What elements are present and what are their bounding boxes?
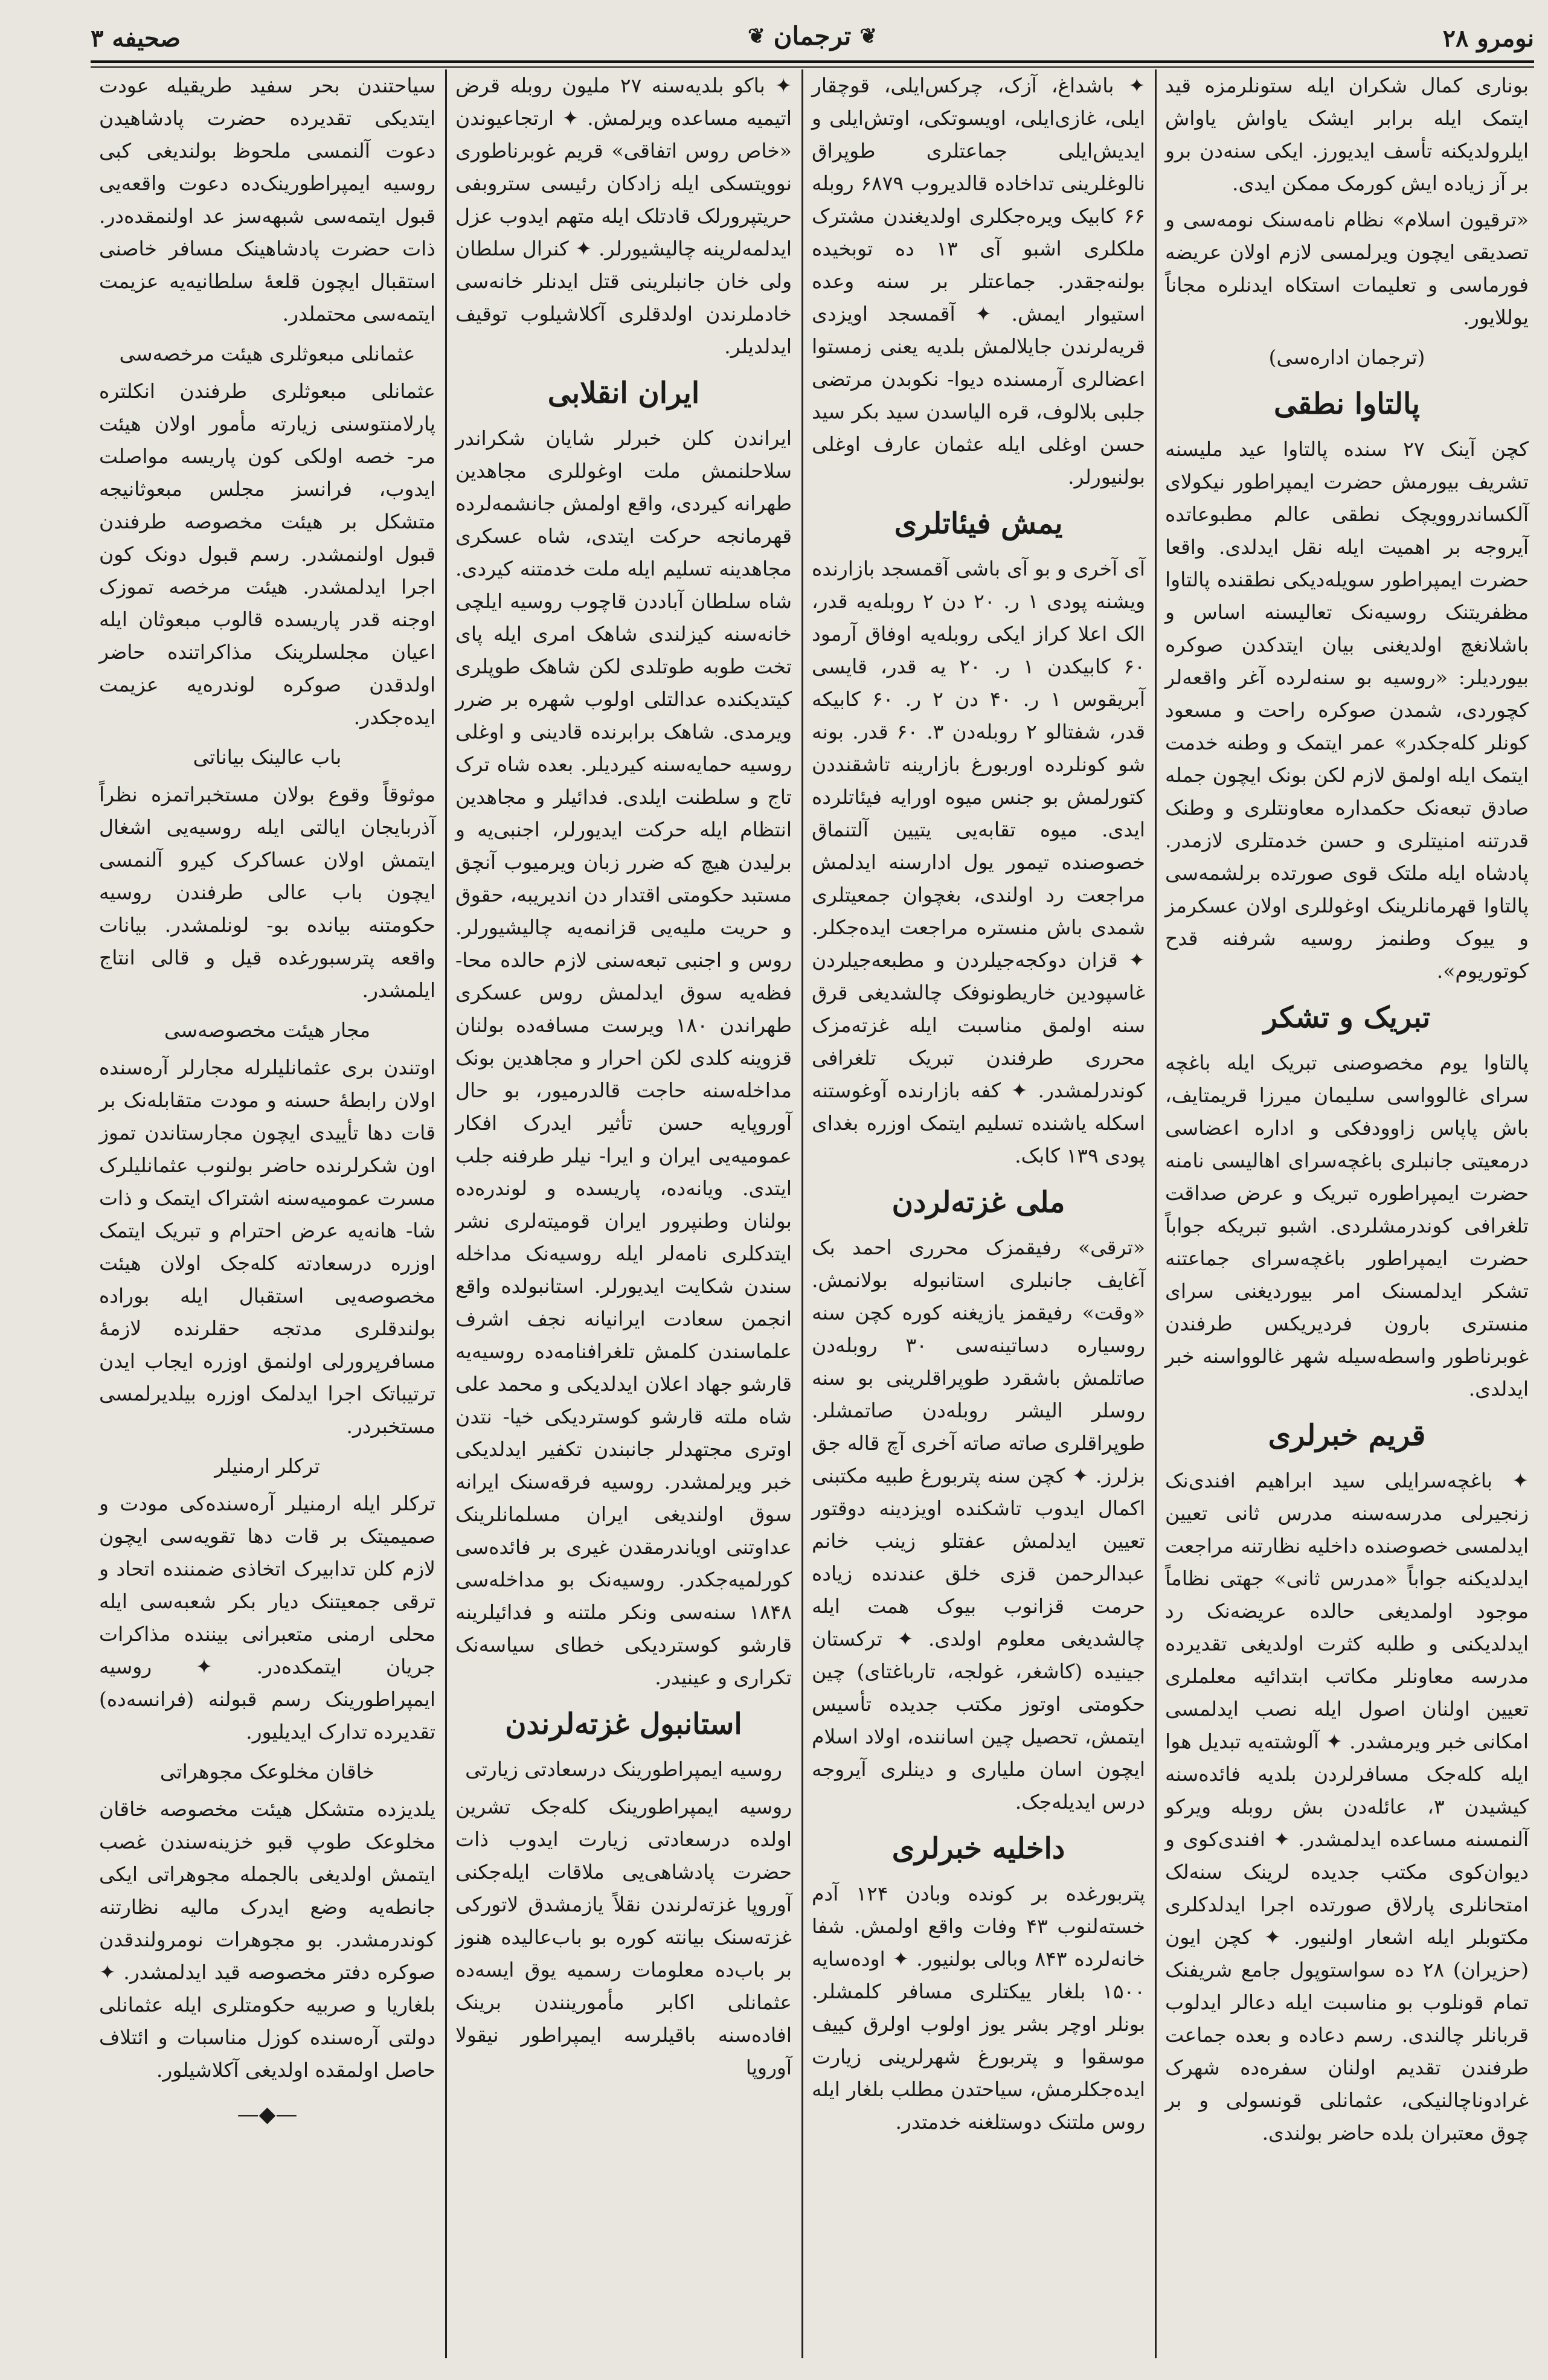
- subheading-turk: ترکلر ارمنیلر: [214, 1454, 320, 1478]
- text-line: ترک تاج و سلطنت ایلدی.: [455, 752, 792, 809]
- text-line: سنه‌لرده آغر واقعه‌لر کچوردی، شمدن صوکره: [1165, 666, 1529, 722]
- text-line: ۱۸۰ ویرست مسافه‌ده بولنان قزوینه کلدی: [455, 1013, 792, 1070]
- text-line: لکن بونک ایچون جمله صادق تبعه‌نک: [1165, 763, 1529, 820]
- text-line: و ایدیش‌ایلی جماعتلری طوپراق نالوغلرینی: [812, 106, 1145, 195]
- text-line: تارباغتای) چین حکومتی اوتوز مکتب جدیده: [812, 1660, 1145, 1716]
- text-line: اوتندن بری عثمانلیلرله مجارلر آره‌سنده: [99, 1056, 435, 1079]
- text-line: ✦ قزان دوکجه‌جیلردن و مطبعه‌جیلردن: [812, 948, 1145, 972]
- text-line: (فرانسه‌ده) تقدیرده تدارک ایدیلیور.: [99, 1687, 435, 1743]
- text-line: اشبو آی ۱۳ ده توبخیده بولنه‌جقدر. جماعتلر: [812, 237, 1145, 293]
- text-line: یلدیزده متشکل هیئت مخصوصه خاقان: [99, 1797, 435, 1821]
- text-line: ✦ بلغاریا و صربیه حکومتلری ایله: [99, 1960, 435, 2016]
- text-line: ✦ کفه بازارنده آوغوستنه اسکله یاشنده: [812, 1079, 1145, 1135]
- text-line: طرفندن غوبرناطور واسطه‌سیله شهر غالوواسنه: [1165, 1312, 1529, 1368]
- text-line: استقبال ایله بوراده بولندقلری مدتجه: [99, 1284, 436, 1340]
- text-line: بش روبله ویرکو آلنمسنه مساعده ایدلمشدر.: [1165, 1795, 1529, 1851]
- text-line: بو باب‌عالیده هنوز بر باب‌ده معلومات رسمیه: [455, 1925, 792, 1981]
- text-line: غاسپودین خاریطونوفک چالشدیغی قرق سنه: [812, 981, 1145, 1037]
- text-line: ایدلدکلری مکتوبلر ایله اشعار اولنیور.: [1165, 1893, 1529, 1949]
- text-line: فورماسی و تعلیمات استکاه ایدنلره مجاناً یوللایور.: [1165, 273, 1529, 329]
- end-ornament: —◆—: [237, 2102, 298, 2127]
- text-line: نقلاً یازمشدق لاتورکی غزته‌سنک بیانته کوره: [455, 1893, 792, 1949]
- text-line: روسیه‌نک تعالیسنه اساس و باشلانغچ اولدیغنی: [1165, 600, 1529, 656]
- text-line: مراجعت ایده‌جکلر.: [812, 916, 968, 939]
- newspaper-name: ترجمان: [773, 21, 852, 51]
- top-news: [99, 69, 435, 330]
- text-line: روس و اجنبی تبعه‌سنی لازم حالده محا-: [455, 948, 792, 972]
- text-line: تأسیس ایتمش، تحصیل چین اساننده، اولاد: [812, 1692, 1145, 1748]
- headline-istanbul: استانبول غزته‌لرندن: [505, 1707, 742, 1741]
- text-line: خبر ایدلدی.: [1165, 1344, 1529, 1400]
- text-line: اولده درسعادتی زیارت ایدوب ذات حضرت: [455, 1827, 792, 1884]
- text-line: تموزک اوجنه قدر پاریسده قالوب مبعوثان ایله: [99, 575, 435, 631]
- text-line: فرانسز مجلس مبعوثانیجه متشکل بر هیئت: [99, 477, 436, 533]
- paragraph-text: [812, 553, 1145, 1172]
- text-line: کیردی، واقع اولمش جانشمه‌لرده قهرمانجه: [455, 492, 792, 548]
- text-line: خبر ویرلمشدر.: [654, 1470, 792, 1493]
- subheading-hakan: خاقان مخلوعک مجوهراتی: [159, 1760, 375, 1783]
- turk-article: [99, 1487, 435, 1748]
- text-line: فدائیلر و مجاهدین انتظام ایله حرکت: [455, 785, 792, 841]
- text-line: زنجیرلی مدرسه‌سنه مدرس ثانی تعیین ایدلمسی: [1165, 1501, 1529, 1557]
- text-line: باشقرد طوپراقلرینی بو سنه روسلر الیشر: [812, 1366, 1145, 1422]
- text-line: کییف موسقوا و پتربورغ شهرلرینی زیارت: [812, 2012, 1145, 2068]
- text-line: خانه‌لرده ۸۴۳ وبالی بولنیور.: [909, 1947, 1145, 1971]
- headline-tebrik: تبریک و تشکر: [1263, 1001, 1431, 1034]
- ornament-icon: ❦: [859, 24, 877, 48]
- paragraph-text: [812, 1231, 1145, 1818]
- text-line: و اوغلی روسیه حمایه‌سنه کیردیلر. بعده شاه: [455, 720, 792, 776]
- text-line: تسلیم ایله ملت خدمتنه کیردی. شاه سلطان: [455, 557, 792, 613]
- text-line: جق بزلرز.: [812, 1431, 1145, 1487]
- text-line: ایده‌جکلرمش، سیاحتدن مطلب بلغار ایله: [812, 2077, 1145, 2101]
- text-line: غیری بر فائده‌سی کورلمیه‌جکدر. روسیه‌نک: [455, 1535, 792, 1591]
- text-line: روس ملتنک دوستلغنه خدمتدر.: [895, 2110, 1145, 2134]
- text-line: جانبلری باغچه‌سرای اهالیسی نامنه حضرت: [1165, 1149, 1529, 1205]
- text-line: مجوهرات نومرولندقدن صوکره دفتر مخصوصه: [99, 1928, 435, 1984]
- text-line: کتورلمش بو جنس میوه اورایه فیئاتلرده ایدی.: [812, 785, 1146, 841]
- text-line: آذربایجان ایالتی ایله روسیه‌یی اشغال ایتمش: [99, 815, 435, 871]
- text-line: «وقت» رفیقمز یازیغنه کوره کچن: [845, 1301, 1145, 1324]
- text-line: ✦ باکو بلدیه‌سنه ۲۷ ملیون روبله قرض: [455, 74, 792, 97]
- text-line: درسعادته کله‌جک اولان هیئت مخصوصه‌یی: [99, 1251, 435, 1307]
- text-line: ایدیورلر، اجنبی‌یه و برلیدن هیچ که ضرر: [455, 818, 792, 874]
- text-line: محمد علی شاه ملته قارشو کوستردیکی خیا-: [455, 1372, 792, 1428]
- headline-dahiliye: داخلیه خبرلری: [891, 1832, 1065, 1865]
- text-line: ایمپراطور سویله‌دیکی نطقنده پالتاوا مظفریتنک: [1165, 568, 1529, 624]
- text-line: قونسولی و بر چوق معتبران بلده حاضر بولندی.: [1165, 2088, 1529, 2144]
- intro-paragraph: [1165, 69, 1529, 200]
- text-line: اکمال ایدوب تاشکنده اویزدینه دوقتور تعیین: [812, 1496, 1146, 1553]
- terakki-paragraph: [1165, 204, 1529, 334]
- text-line: اولمدیغی حالده عریضه‌نک رد ایدلدیکنی و: [1165, 1599, 1529, 1655]
- text-line: رئیسی ستروبفی حریتپرورلک قادتلک ایله: [455, 172, 792, 228]
- iran-article: [455, 422, 792, 1694]
- column-3: [447, 69, 800, 2358]
- text-line: «ترقی» رفیقمزک محرری احمد بک: [812, 1236, 1145, 1259]
- text-line: بیوردیغنی سرای منستری بارون فردیریکس: [1165, 1279, 1529, 1335]
- column-4: [91, 69, 444, 2358]
- text-line: کوندرمشلردی.: [1317, 1214, 1453, 1237]
- text-line: جواباً «مدرس ثانی» جهتی نظاماً موجود: [1165, 1567, 1529, 1623]
- text-line: پارلامنتوسنی زیارته مأمور اولان هیئت مر-: [99, 412, 435, 468]
- text-line: فظه‌یه سوق ایدلمش روس عسکری طهراندن: [455, 981, 792, 1037]
- text-line: اتیمیه مساعده ویرلمش.: [579, 106, 792, 130]
- text-line: روسیه فرقه‌سنک ایرانه سوق اولندیغی: [455, 1470, 792, 1526]
- text-line: آباددن قاچوب روسیه ایلچی خانه‌سنه کیزلندی: [455, 589, 792, 646]
- text-line: حکمداره معاونتلری و وطنک قدرتنه امنیتلری: [1165, 796, 1529, 852]
- text-line: موثوقاً وقوع بولان مستخبراتمزه نظراً: [99, 783, 435, 806]
- newspaper-title: [748, 21, 877, 51]
- text-line: سندن شکایت ایدیورلر.: [584, 1274, 792, 1298]
- text-line: سواستوپول جامع شریفنک تمام قونلوب بو: [1165, 1958, 1529, 2014]
- text-line: عثمانلی مبعوثلری طرفندن انکلتره: [99, 379, 435, 403]
- text-line: عمر ایتمک و وطنه خدمت ایتمک ایله اولمق لازم: [1165, 731, 1529, 787]
- text-line: میوه تقابه‌یی یتیین آلتنماق خصوصنده: [812, 818, 1145, 874]
- text-line: «ترقیون اسلام» نظام نامه‌سنک نومه‌سی: [1174, 208, 1529, 231]
- text-line: ایدلمش عفتلو زینب خانم عبدالرحمن قزی: [812, 1529, 1145, 1585]
- headline-kirim: قریم خبرلری: [1268, 1419, 1426, 1452]
- text-line: سنه روسیاره دساتینه‌سی ۳۰ روبله‌دن صاتلمش: [812, 1301, 1145, 1390]
- text-line: هانه‌یه عرض احترام و تبریک ایتمک اوزره: [99, 1219, 435, 1275]
- text-line: اولنمقده‌در. ذات حضرت پادشاهینک مسافر: [99, 204, 435, 260]
- text-line: نکوبدن مرتضی جلبی بلالوف، قره الیاسدن: [812, 367, 1145, 423]
- text-line: ایله نصب ایدلمسی امکانی خبر ویرمشدر.: [1165, 1697, 1529, 1753]
- text-line: اوغوللری اولان عسکرمز و ییوک وطنمز روسیه: [1165, 894, 1529, 950]
- text-line: بیان ایتدکدن صوکره بیوردیلر: «روسیه بو: [1165, 633, 1529, 689]
- headline-iran: ایران انقلابی: [547, 376, 700, 410]
- paragraph-text: [812, 1878, 1145, 2138]
- text-line: نیلر طرفنه جلب ایتدی. ویانه‌ده، پاریسده: [455, 1144, 792, 1200]
- headline-poltava: پالتاوا نطقی: [1274, 387, 1420, 421]
- text-line: آبریقوس ۱ ر. ۴۰ دن ۲ ر. ۶۰ کابیکه: [812, 687, 1145, 711]
- paragraph-text: [1165, 433, 1529, 987]
- text-line: راحت و مسعود کونلر کله‌جکدر»: [1165, 698, 1529, 754]
- text-line: ایمپراطوره تبریک و عرض صداقت تلغرافی: [1165, 1181, 1529, 1237]
- text-line: بلدیه یعنی زمستوا اعضالری آرمسنده دیوا-: [812, 335, 1145, 391]
- paragraph-text: [1165, 1464, 1529, 2149]
- paragraph-text: [99, 375, 435, 734]
- text-line: تداخاده قالدیروب ۶۸۷۹ روبله ۶۶ کابیک: [812, 172, 1145, 228]
- subheading-babali: باب عالینک بیاناتی: [193, 745, 342, 769]
- text-line: و لوندره‌ده بولنان وطنپرور ایران قومیته‌لری: [455, 1176, 792, 1233]
- subheading-heyet: عثمانلی مبعوثلری هیئت مرخصه‌سی: [119, 342, 416, 365]
- text-line: کلن تدابیرک اتخاذی ضمننده اتحاد و: [99, 1557, 395, 1580]
- text-line: بر ضرر ویرمدی. شاهک برابرنده قادینی: [455, 687, 792, 743]
- text-line: ترکلر ایله ارمنیلر آره‌سنده‌کی مودت و: [99, 1492, 435, 1515]
- top-news: [455, 69, 792, 363]
- text-line: مسرت عمومیه‌سنه اشتراک ایتمک و ذات شا-: [99, 1186, 435, 1242]
- text-line: ✦ باشداغ، آزک، چرکس‌ایلی، قوچقار: [812, 74, 1145, 97]
- paragraph-text: [455, 69, 792, 363]
- text-line: ✦ کنرال سلطان ولی خان جانبلرینی: [455, 237, 792, 293]
- text-line: خاصنی استقبال ایچون قلعهٔ سلطانیه‌یه عزیمت: [99, 237, 435, 293]
- subheading-macar: مجار هیئت مخصوصه‌سی: [164, 1018, 371, 1042]
- text-line: قات دها تأییدی ایچون مجارستاندن تموز: [99, 1121, 435, 1144]
- text-line: بو مداخله‌سی ۱۸۴۸ سنه‌سی ونکر ملتنه: [455, 1568, 792, 1624]
- text-line: افاده‌سنه باقیلرسه ایمپراطور نیقولا آوروپا: [455, 2023, 792, 2079]
- heyet-article: [99, 375, 435, 734]
- text-line: زبان ویرمیوب آنچق مستبد حکومتی اقتدار: [455, 850, 792, 906]
- text-line: اولان رابطهٔ حسنه و مودت متقابله‌نک بر: [99, 1088, 435, 1112]
- text-line: شاهک طوپلری کیتدیکنده عدالتلی اولوب شهره: [455, 655, 792, 711]
- headline-yemish: یمش فیئاتلری: [894, 507, 1063, 540]
- text-line: بر سنه وعده استیوار ایمش.: [812, 269, 1145, 326]
- text-line: ایران مسلمانلرینک عداوتنی اویاندرمقدن: [455, 1503, 792, 1559]
- text-line: ایتمه‌سی محتملدر.: [282, 302, 435, 326]
- text-line: باغچه‌سرای جماعتنه تشکر ایدلمسنک امر: [1165, 1246, 1529, 1303]
- text-line: اشبو تبریکه جواباً حضرت ایمپراطور: [1165, 1214, 1529, 1270]
- masthead: [91, 15, 1534, 63]
- ornament-icon: ❦: [748, 24, 765, 48]
- text-line: ایدیورز. ایکی سنه‌دن برو بر آز زیاده ایش: [1165, 139, 1529, 195]
- paragraph-text: [1165, 69, 1529, 200]
- text-line: سرای غالوواسی سلیمان میرزا قریمتایف،: [1165, 1083, 1529, 1107]
- milli-article: [812, 1231, 1145, 1818]
- header-rule: [91, 60, 1534, 68]
- text-line: وضع ایدرک مالیه نظارتنه کوندرمشدر. بو: [99, 1895, 435, 1951]
- istanbul-subheading: روسیه ایمپراطورینک درسعادتی زیارتی: [465, 1757, 782, 1781]
- text-line: دونک کون اجرا ایدلمشدر. هیئت مرخصه: [99, 542, 435, 598]
- text-line: بر اهمیت ایله نقل ایدلدی. واقعا حضرت: [1165, 535, 1529, 591]
- text-line: کلمشلر. بونلر اوچر بشر یوز اولوب اولرق: [812, 1980, 1145, 2036]
- text-line: لونلمشدر.: [147, 913, 249, 937]
- text-line: مخلوعک طوپ قبو خزینه‌سندن غصب ایتمش: [99, 1830, 435, 1886]
- text-line: بونه شو کونلرده اوربورغ بازارینه تاشقنددن: [812, 720, 1145, 776]
- text-line: روسیه ایمپراطورینک کله‌جک تشرین: [455, 1795, 792, 1818]
- text-line: تسلیم ایتمک اوزره بغدای پودی ۱۳۹ کابک.: [812, 1111, 1145, 1167]
- text-line: ائتلاف حاصل اولمقده اولدیغی آکلاشیلور.: [99, 2026, 435, 2082]
- text-line: سلاحلنمش ملت اوغوللری مجاهدین طهرانه: [455, 459, 792, 515]
- text-line: قید ایدلمشدر.: [115, 1960, 240, 1984]
- text-line: مناسبت ایله دعالر ایدلوب قربانلر چالندی.: [1165, 1990, 1529, 2047]
- text-line: ارمنی متعبرانی بیننده مذاکرات جریان: [99, 1622, 435, 1678]
- column-1: [1157, 69, 1537, 2358]
- text-line: اوزره بیلدیرلمسی مستخبردر.: [99, 1382, 435, 1438]
- text-line: عالی طرفندن روسیه حکومتنه بیانده بو-: [99, 880, 436, 937]
- text-line: صمیمیتک بر قات دها تقویه‌سی ایچون لازم: [99, 1524, 436, 1580]
- text-line: تیمور یول ادارسنه ایدلمش مراجعت رد: [812, 850, 1145, 906]
- text-line: پادشاهی‌یی ملاقات ایله‌جکنی آوروپا غزته‌لرندن: [455, 1860, 792, 1916]
- text-line: سیاسه‌نک تکراری و عینیدر.: [455, 1633, 792, 1689]
- tebrik-article: [1165, 1047, 1529, 1405]
- yemish-article: [812, 553, 1145, 1172]
- text-line: اعیان مجلسلرینک مذاکراتنده حاضر اولدقدن: [99, 640, 435, 696]
- page-number: صحیفه ۳: [91, 24, 181, 53]
- text-line: انتاج ایلمشدر.: [99, 946, 435, 1002]
- macar-article: [99, 1051, 435, 1443]
- text-line: طلبه کثرت اولدیغی تقدیرده مدرسه معاونلر: [1165, 1632, 1529, 1688]
- text-line: اوزره ایجاب ایدن ترتیباتک اجرا ایدلمک: [99, 1349, 435, 1405]
- text-line: ✦ کچن سنه پتربورغ طبیه مکتبنی: [812, 1464, 1089, 1487]
- text-line: ایتمکده‌در.: [212, 1655, 342, 1678]
- text-line: و فدائیلرینه قارشو کوستردیکی خطای: [455, 1600, 792, 1657]
- text-line: قوی صورتده برلشمه‌سی پالتاوا قهرمانلرینک: [1165, 861, 1529, 917]
- text-line: صوکره لوندره‌یه عزیمت ایده‌جکدر.: [99, 673, 435, 729]
- text-line: کورمک ممکن ایدی.: [1232, 172, 1395, 195]
- text-line: ✦ اوده‌سایه ۱۵۰۰ بلغار ییکتلری مسافر: [812, 1947, 1145, 2003]
- text-line: مخصوصه طرفندن قبول اولنمشدر. رسم قبول: [99, 510, 435, 566]
- text-line: شرفنه قدح کوتوریوم».: [1165, 926, 1529, 983]
- text-line: شاهک امری ایله پای تخت طوبه طوتلدی لکن: [455, 622, 792, 678]
- text-line: خسته‌لنوب ۴۳ وفات واقع اولمش. شفا: [812, 1914, 1145, 1938]
- paragraph-text: [99, 1793, 435, 2087]
- text-line: حرکت ایتدی، شاه عسکری مجاهدینه: [455, 524, 792, 580]
- text-line: ✦ آقمسجد اویزدی قریه‌لرندن جایلالمش: [812, 302, 1145, 358]
- text-line: خلق عندنده زیاده حرمت قزانوب بیوک همت: [812, 1562, 1145, 1618]
- text-line: مکاتب ابتدائیه معلملری تعیین اولنان اصول: [1165, 1664, 1529, 1721]
- issue-number: نومرو ۲۸: [1442, 24, 1534, 53]
- paragraph-text: [99, 1487, 435, 1748]
- text-line: و حسن خدمتلری لازمدر. پادشاه ایله ملتک: [1165, 829, 1529, 885]
- text-line: و تصدیقی ایچون ویرلمسی لازم اولان عریضه: [1165, 208, 1529, 264]
- text-line: بازارنده ویشنه پودی ۱ ر. ۲۰ دن ۲ روبله‌یه: [812, 557, 1146, 613]
- text-line: نشر ایتدکلری نامه‌لر ایله روسیه‌نک مداخله‌: [455, 1209, 792, 1265]
- text-line: لرینک سنه‌لک امتحانلری پارلاق صورتده اجرا: [1165, 1860, 1529, 1916]
- text-line: دن اندیریبه، حقوق و حریت ملیه‌یی قزانمه‌یه: [455, 883, 792, 939]
- text-line: رسم دعاده و بعده جماعت طرفندن تقدیم: [1165, 2023, 1529, 2079]
- text-line: ✦ ارتجاعیوندن «خاص روس اتفاقی»: [455, 106, 792, 162]
- text-line: حاجت قالدرمیور، بو حال آوروپایه حسن: [455, 1079, 792, 1135]
- text-line: خصوصنده داخلیه نظارتنه مراجعت ایدلدیکنه: [1165, 1534, 1529, 1590]
- kirim-article: [1165, 1464, 1529, 2149]
- text-line: پتربورغده بر کونده وبادن ۱۲۴ آدم: [812, 1882, 1145, 1905]
- text-line: قتل ایدنلر خانه‌سی خادملرندن اولدقلری: [455, 269, 792, 326]
- admin-signature: (ترجمان اداره‌سی): [1268, 345, 1425, 369]
- text-line: ایله برابر ایشک یاواش یاواش ایلرولدیکنه تأسف: [1165, 106, 1529, 162]
- paragraph-text: [812, 69, 1145, 493]
- text-line: اسلام ایچون اسان ملیاری و دینلری آیروجه: [812, 1725, 1145, 1781]
- text-line: ✦ ترکستان جینیده (کاشغر، غولجه،: [812, 1627, 1146, 1683]
- paragraph-text: [455, 1791, 792, 2084]
- text-line: اولدیغی بالجمله مجوهراتی ایکی جانطه‌یه: [99, 1862, 435, 1919]
- text-line: حقلرنده لازمهٔ مسافرپرورلی اولنمق: [99, 1317, 435, 1373]
- text-line: اون شکرلرنده حاضر بولنوب عثمانلیلرک: [99, 1153, 435, 1177]
- text-line: بیانات واقعه پترسبورغده قیل و قالی: [99, 913, 435, 969]
- text-line: مسافرلردن بلدیه فائده‌سنه کیشیدن ۳، عائله‌دن: [1165, 1762, 1529, 1818]
- hakan-article: [99, 1793, 435, 2087]
- text-line: بوناری کمال شکران ایله ستونلرمزه قید ایتمک: [1165, 74, 1529, 130]
- text-line: سیاحتندن بحر سفید طریقیله عودت ایتدیکی: [99, 74, 435, 130]
- paragraph-text: [99, 778, 435, 1007]
- text-line: اولندی، بغچوان جمعیتلری شمدی باش منستره: [812, 883, 1145, 939]
- text-line: آغایف جانبلری استانبوله بولانمش.: [812, 1268, 1145, 1292]
- text-line: استانبولده واقع انجمن سعادت ایرانیانه: [455, 1274, 792, 1330]
- text-line: متهم ایدوب عزل ایدلمه‌لرینه چالیشیورلر.: [455, 204, 792, 260]
- text-line: قریم غوبرناطوری نوویتسکی ایله زادکان: [455, 139, 792, 195]
- paragraph-text: [1165, 204, 1529, 334]
- dahiliye-article: [812, 1878, 1145, 2138]
- text-line: اوغلی بولنیورلر.: [812, 432, 1145, 489]
- text-line: ملحوظ بولندیغی کبی روسیه ایمپراطورینک‌ده: [99, 139, 435, 195]
- text-line: سید بکر سید حسن اوغلی ایله عثمان عارف: [812, 400, 1145, 456]
- text-line: کچن آینک ۲۷ سنده پالتاوا عید ملیسنه: [1165, 437, 1529, 461]
- text-line: روبله‌دن صاتمشلر.: [812, 1399, 988, 1422]
- text-line: روسیه‌یه قارشو جهاد اعلان ایدلدیکی و: [455, 1339, 792, 1396]
- text-line: اولنان سفره‌ده شهرک غرادوناچالنیکی، عثمانلی: [1165, 2056, 1529, 2112]
- paragraph-text: [455, 422, 792, 1694]
- text-line: درس ایدیله‌جک.: [1015, 1790, 1145, 1814]
- text-line: قدر، الک اعلا کراز ایکی روبله‌یه اوفاق آرمود: [812, 589, 1145, 646]
- text-line: آی آخری و بو آی باشی آقمسجد: [875, 557, 1145, 580]
- text-line: تأثیر ایدرک افکار عمومیه‌یی ایران و ایرا-: [455, 1111, 792, 1167]
- text-line: عثمانلی دولتی آره‌سنده کوزل مناسبات و: [99, 1993, 435, 2049]
- text-line: ایلی، غازی‌ایلی، اویسوتکی، اوتش‌ایلی: [821, 106, 1145, 130]
- text-line: ترقی جمعیتنک دیار بکر شعبه‌سی ایله محلی: [99, 1589, 435, 1646]
- text-line: نتدن اوتری مجتهدلر جانبندن تکفیر ایدلدیکی: [455, 1405, 792, 1461]
- text-line: تشریف بیورمش حضرت ایمپراطور نیکولای: [1165, 470, 1529, 493]
- text-line: تقدیرده حضرت پادشاهیدن دعوت آلنمسی: [99, 106, 435, 162]
- paragraph-text: [1165, 1047, 1529, 1405]
- text-line: نجف اشرف علماسندن کلمش تلغرافنامه‌ده: [455, 1307, 792, 1363]
- column-2: [803, 69, 1154, 2358]
- text-line: لکن احرار و مجاهدین بونک مداخله‌سنه: [455, 1046, 792, 1102]
- paragraph-text: [99, 1051, 435, 1443]
- text-line: باش پاپاس زاوودفکی و اداره اعضاسی درمعیتی: [1165, 1116, 1529, 1172]
- text-line: اولمق مناسبت ایله غزته‌مزک محرری طرفندن: [812, 1013, 1146, 1070]
- paragraph-text: [99, 69, 435, 330]
- text-line: قدر، شفتالو ۲ روبله‌دن ۳. ۶۰ قدر.: [844, 720, 1145, 743]
- babali-article: [99, 778, 435, 1007]
- text-line: ✦ آلوشته‌یه تبدیل هوا ایله کله‌جک: [1165, 1730, 1529, 1786]
- text-line: یوق ایسه‌ده عثمانلی اکابر مأمورینندن برینک: [455, 1958, 792, 2014]
- text-line: اولان عساکرک کیرو آلنمسی ایچون باب: [99, 848, 435, 904]
- text-line: چالیشیورلر.: [455, 916, 553, 939]
- text-line: ویره‌جکلری اولدیغندن مشترک ملکلری: [812, 204, 1145, 260]
- text-line: ✦ روسیه ایمپراطورینک رسم قبولنه: [99, 1655, 435, 1711]
- text-line: آکلاشیلوب توقیف ایدلدیلر.: [455, 302, 792, 358]
- text-line: ✦ باغچه‌سرایلی سید ابراهیم افندی‌نک: [1165, 1469, 1529, 1492]
- istanbul-article: [455, 1791, 792, 2084]
- text-line: ایراندن کلن خبرلر شایان شکراندر: [455, 426, 792, 450]
- top-news: [812, 69, 1145, 493]
- text-line: طوپراقلری صاته صاته آخری آچ قاله: [840, 1431, 1145, 1455]
- text-line: ایله چالشدیغی معلوم اولدی.: [812, 1594, 1145, 1650]
- text-line: ۶۰ کابیکدن ۱ ر. ۲۰ یه قدر، قایسی: [812, 655, 1145, 678]
- headline-milli: ملی غزته‌لردن: [891, 1185, 1065, 1219]
- poltava-article: [1165, 433, 1529, 987]
- text-line: پالتاوا یوم مخصوصنی تبریک ایله باغچه: [1165, 1051, 1529, 1074]
- text-line: ✦ کچن ایون (حزیران) ۲۸ ده: [1165, 1925, 1529, 1981]
- text-line: خصه اولکی کون پاریسه مواصلت ایدوب،: [99, 444, 435, 501]
- text-line: دعوت واقعه‌یی قبول ایتمه‌سی شبهه‌سز عد: [99, 172, 435, 228]
- text-line: ✦ افندی‌کوی و دیوان‌کوی مکتب جدیده: [1165, 1827, 1529, 1884]
- text-line: آلکساندروویچک نطقی عالم مطبوعاتده آیروجه: [1165, 502, 1529, 559]
- text-line: تبریک تلغرافی کوندرلمشدر.: [812, 1046, 1145, 1102]
